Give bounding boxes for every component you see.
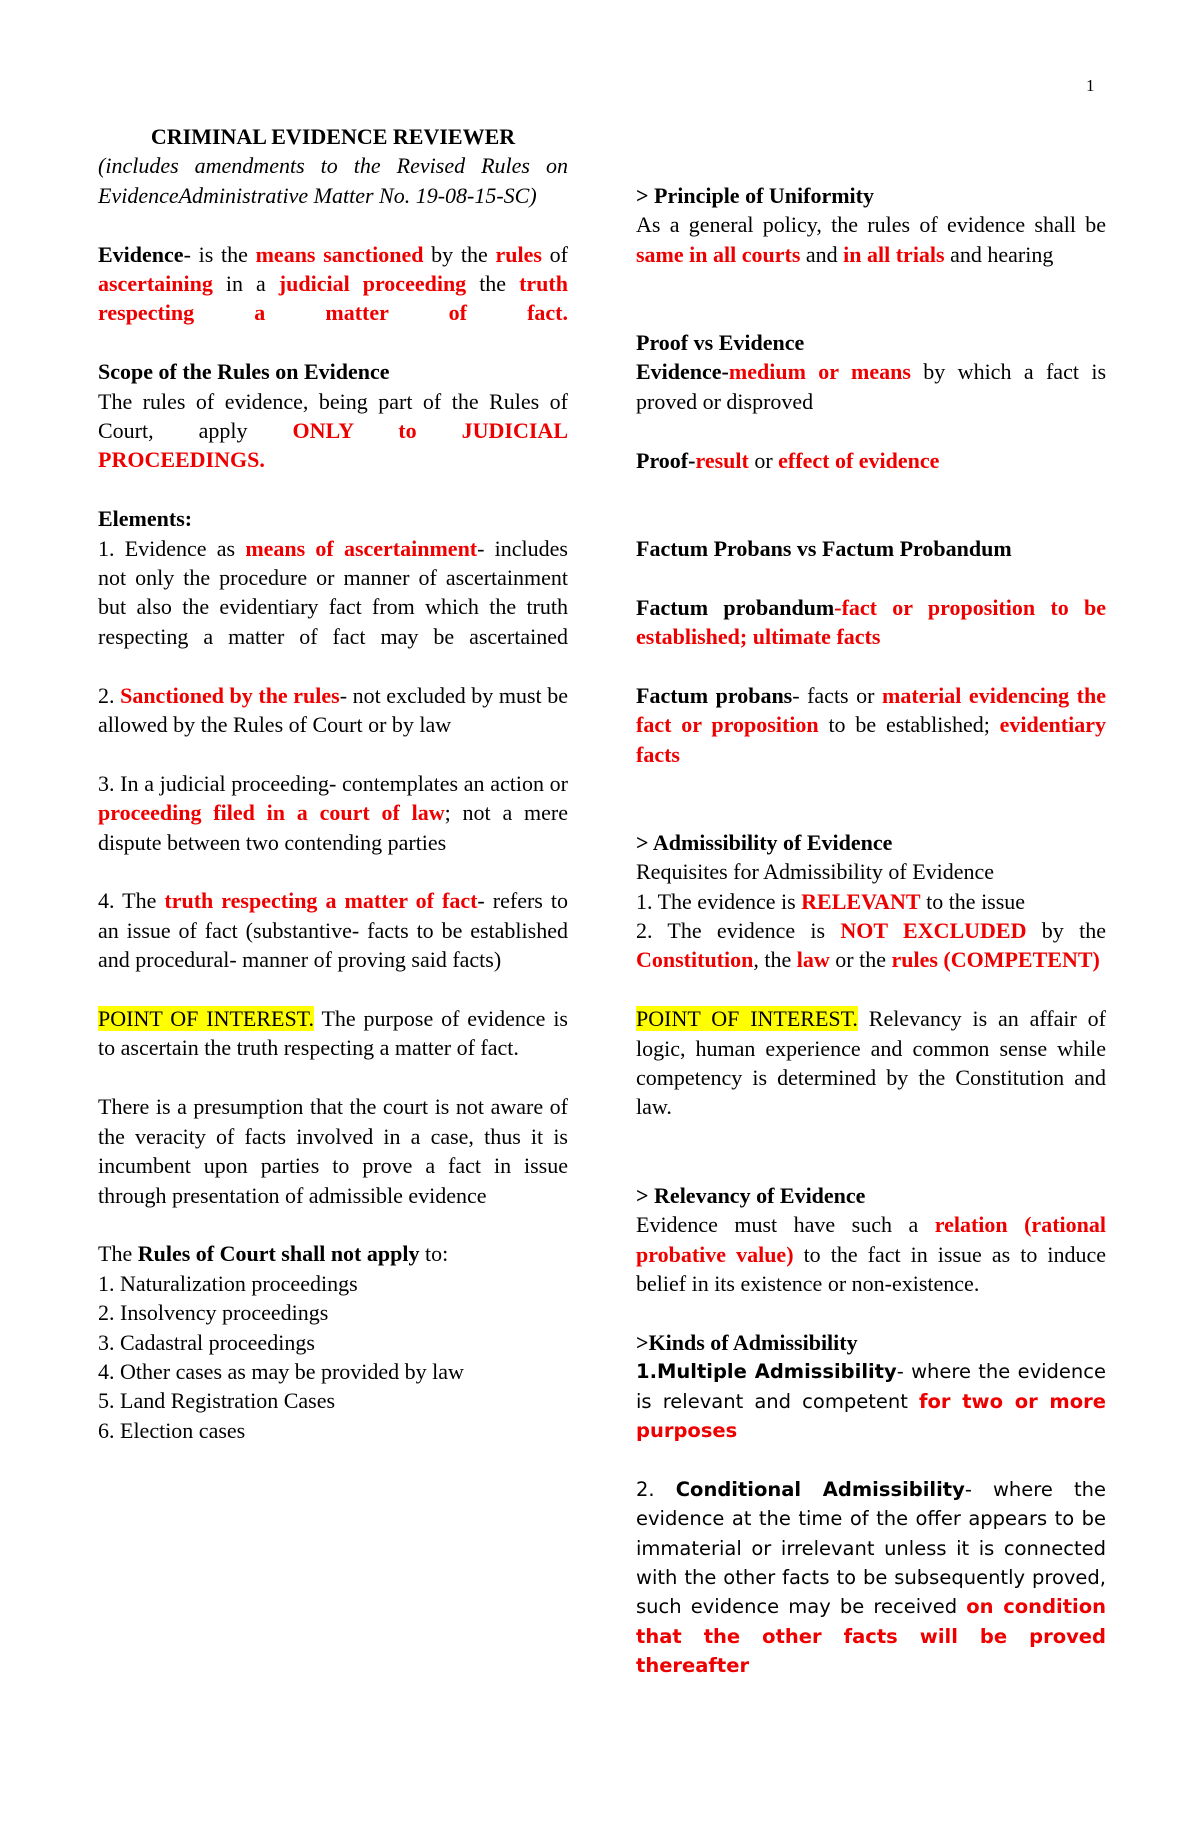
factum-heading: Factum Probans vs Factum Probandum xyxy=(636,535,1012,561)
proof-result-text: Proof-result or effect of evidence xyxy=(636,447,940,473)
factum-probans: Factum probans- facts or material evidencing the fact or proposition to be established; evidentiary facts xyxy=(636,682,1106,767)
scope-text: The rules of evidence, being part of the Rules of Court, apply ONLY to JUDICIAL PROCEEDINGS. xyxy=(98,388,568,473)
list-item: 3. Cadastral proceedings xyxy=(98,1329,315,1355)
multiple-admissibility: 1.Multiple Admissibility- where the evidence is relevant and competent for two or more purposes xyxy=(636,1360,1106,1442)
list-item: 6. Election cases xyxy=(98,1417,246,1443)
not-apply-list xyxy=(98,1269,568,1445)
element-2: 2. Sanctioned by the rules- not excluded by must be allowed by the Rules of Court or by law xyxy=(98,682,568,738)
point-of-interest-left: POINT OF INTEREST. The purpose of evidence is to ascertain the truth respecting a matter of fact. xyxy=(98,1006,568,1061)
kinds-heading: >Kinds of Admissibility xyxy=(636,1329,858,1355)
uniformity-heading: > Principle of Uniformity xyxy=(636,183,874,208)
relevancy-text: Evidence must have such a relation (rational probative value) to the fact in issue as to induce belief in its existence or non-existence. xyxy=(636,1212,1107,1296)
element-4: 4. The truth respecting a matter of fact- refers to an issue of fact (substantive- facts to be established and procedural- manner of proving said facts) xyxy=(98,888,568,973)
element-3: 3. In a judicial proceeding- contemplates an action or proceeding filed in a court of law; not a mere dispute between two contending parties xyxy=(98,770,568,855)
relevancy-heading: > Relevancy of Evidence xyxy=(636,1182,866,1208)
uniformity-text: As a general policy, the rules of evidence shall be same in all courts and in all trials and hearing xyxy=(636,212,1106,267)
point-of-interest-right: POINT OF INTEREST. Relevancy is an affair of logic, human experience and common sense while competency is determined by the Constitution and law. xyxy=(636,1006,1106,1120)
factum-probandum: Factum probandum-fact or proposition to be established; ultimate facts xyxy=(636,594,1106,650)
not-apply-heading: The Rules of Court shall not apply to: xyxy=(98,1241,449,1267)
right-column xyxy=(636,181,1106,1681)
admissibility-heading: > Admissibility of Evidence xyxy=(636,829,893,855)
left-column xyxy=(98,122,568,1445)
list-item: 5. Land Registration Cases xyxy=(98,1388,336,1414)
requisite-2: 2. The evidence is NOT EXCLUDED by the Constitution, the law or the rules (COMPETENT) xyxy=(636,918,1106,973)
document-subtitle: (includes amendments to the Revised Rules on EvidenceAdministrative Matter No. 19-08-15-SC) xyxy=(98,153,568,208)
evidence-term: Evidence xyxy=(98,241,184,267)
document-title: CRIMINAL EVIDENCE REVIEWER xyxy=(150,124,516,149)
requisite-1: 1. The evidence is RELEVANT to the issue xyxy=(636,888,1026,914)
conditional-admissibility: 2. Conditional Admissibility- where the evidence at the time of the offer appears to be immaterial or irrelevant unless it is connected with the other facts to be subsequently proved, such evidence may be received on condition that the other facts will be proved thereafter xyxy=(636,1477,1106,1678)
list-item: 1. Naturalization proceedings xyxy=(98,1270,358,1296)
evidence-medium-text: Evidence-medium or means by which a fact is proved or disproved xyxy=(636,359,1107,414)
highlight-label: POINT OF INTEREST. xyxy=(98,1006,314,1032)
presumption-paragraph: There is a presumption that the court is not aware of the veracity of facts involved in a case, thus it is incumbent upon parties to prove a fact in issue through presentation of admissible evidence xyxy=(98,1094,568,1208)
evidence-definition: Evidence- is the means sanctioned by the rules of ascertaining in a judicial proceeding the truth respecting a matter of fact. xyxy=(98,241,568,326)
element-1: 1. Evidence as means of ascertainment- includes not only the procedure or manner of ascertainment but also the evidentiary fact from which the truth respecting a matter of fact may be ascertained xyxy=(98,535,568,649)
elements-heading: Elements: xyxy=(98,506,193,532)
page-number: 1 xyxy=(1086,76,1095,95)
scope-heading: Scope of the Rules on Evidence xyxy=(98,359,390,385)
list-item: 4. Other cases as may be provided by law xyxy=(98,1358,464,1384)
highlight-label: POINT OF INTEREST. xyxy=(636,1006,858,1032)
admissibility-subheading: Requisites for Admissibility of Evidence xyxy=(636,859,995,885)
list-item: 2. Insolvency proceedings xyxy=(98,1300,329,1326)
proof-vs-evidence-heading: Proof vs Evidence xyxy=(636,330,805,356)
